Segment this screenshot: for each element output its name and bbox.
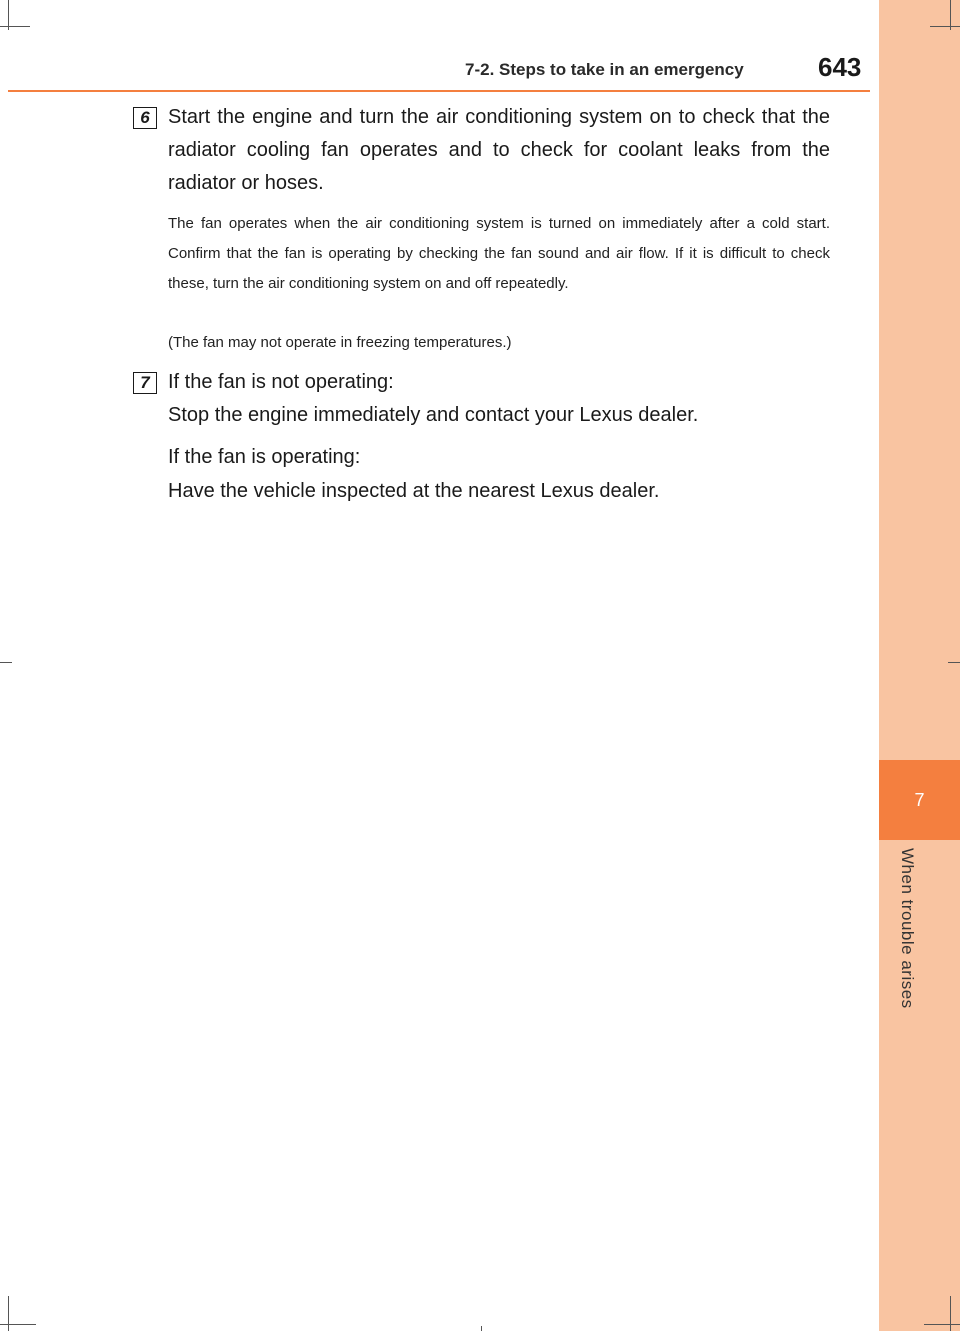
step-note: The fan operates when the air conditioning system is turned on immediately after a cold start. Confirm that the fan is operating by checking the fan sound and air flow. If it is difficult to check these, turn the air conditioning system on and off repeatedly. <box>168 215 830 292</box>
crop-mark <box>924 1324 960 1325</box>
crop-mark <box>0 26 30 27</box>
step-action: Have the vehicle inspected at the nearest Lexus dealer. <box>168 480 660 502</box>
page-number: 643 <box>818 52 862 82</box>
chapter-title: When trouble arises <box>898 848 917 1009</box>
section-title: 7-2. Steps to take in an emergency <box>465 60 744 79</box>
crop-mark <box>8 1296 9 1331</box>
step-condition: If the fan is not operating: <box>168 371 394 393</box>
crop-mark <box>930 26 960 27</box>
step-note-extra: (The fan may not operate in freezing temperatures.) <box>168 334 512 351</box>
crop-mark <box>950 1296 951 1331</box>
step-action: Stop the engine immediately and contact your Lexus dealer. <box>168 404 699 426</box>
header-divider <box>8 90 870 92</box>
crop-mark <box>0 1324 36 1325</box>
chapter-sidebar <box>879 0 960 1331</box>
crop-mark <box>948 662 960 663</box>
step-number-badge: 6 <box>133 107 157 129</box>
step-text: Start the engine and turn the air conditioning system on to check that the radiator cooling fan operates and to check for coolant leaks from the radiator or hoses. <box>168 106 830 194</box>
step-condition: If the fan is operating: <box>168 446 361 468</box>
crop-mark <box>481 1326 482 1331</box>
chapter-number-tab: 7 <box>879 760 960 840</box>
crop-mark <box>0 662 12 663</box>
step-number-badge: 7 <box>133 372 157 394</box>
